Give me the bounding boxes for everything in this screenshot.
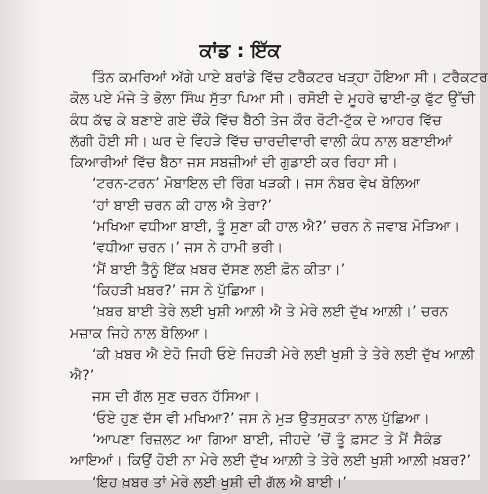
text-line: ਆਇਆਂ। ਕਿਉਂ ਹੋਈ ਨਾ ਮੇਰੇ ਲਈ ਦੁੱਖ ਆਲ਼ੀ ਤੇ ਤੇਰੇ ਲਈ ਖੁਸ਼ੀ ਆਲ਼ੀ ਖ਼ਬਰ?’ bbox=[70, 453, 471, 470]
text-line: ‘ਕਿਹੜੀ ਖ਼ਬਰ?’ ਜਸ ਨੇ ਪੁੱਛਿਆ। bbox=[92, 282, 266, 299]
text-line: ‘ਆਪਣਾ ਰਿਜ਼ਲਟ ਆ ਗਿਆ ਬਾਈ, ਜੀਹਦੇ ’ਚੋਂ ਤੂੰ ਫ਼ਸਟ ਤੇ ਮੈਂ ਸੈਕੰਡ bbox=[92, 432, 442, 449]
text-line: ‘ਓਏ ਹੁਣ ਦੱਸ ਵੀ ਮਖਿਆ?’ ਜਸ ਨੇ ਮੁੜ ਉਤਸੁਕਤਾ ਨਾਲ ਪੁੱਛਿਆ। bbox=[92, 410, 430, 427]
text-line: ‘ਮਖਿਆ ਵਧੀਆ ਬਾਈ, ਤੂੰ ਸੁਣਾ ਕੀ ਹਾਲ ਐ?’ ਚਰਨ ਨੇ ਜਵਾਬ ਮੋੜਿਆ। bbox=[92, 219, 461, 236]
text-line: ‘ਕੀ ਖ਼ਬਰ ਐ ਏਹੋ ਜਿਹੀ ਓਏ ਜਿਹੜੀ ਮੇਰੇ ਲਈ ਖੁਸ਼ੀ ਤੇ ਤੇਰੇ ਲਈ ਦੁੱਖ ਆਲ਼ੀ bbox=[92, 346, 475, 363]
text-line: ‘ਮੈਂ ਬਾਈ ਤੈਨੂੰ ਇੱਕ ਖ਼ਬਰ ਦੱਸਣ ਲਈ ਫ਼ੋਨ ਕੀਤਾ।’ bbox=[92, 261, 346, 278]
text-line: ਜਸ ਦੀ ਗੱਲ ਸੁਣ ਚਰਨ ਹੱਸਿਆ। bbox=[92, 389, 261, 406]
chapter-heading: ਕਾਂਡ : ਇੱਕ bbox=[199, 40, 281, 62]
text-line: ‘ਇਹ ਖ਼ਬਰ ਤਾਂ ਮੇਰੇ ਲਈ ਖੁਸ਼ੀ ਦੀ ਗੱਲ ਐ ਬਾਈ।’ bbox=[92, 474, 347, 491]
text-line: ਐ?’ bbox=[70, 368, 95, 385]
text-line: ਕਿਆਰੀਆਂ ਵਿੱਚ ਬੈਠਾ ਜਸ ਸਬਜ਼ੀਆਂ ਦੀ ਗੁਡਾਈ ਕਰ ਰਿਹਾ ਸੀ। bbox=[70, 155, 398, 172]
page-gutter-shadow bbox=[0, 0, 40, 480]
text-line: ਕੰਧ ਕੱਢ ਕੇ ਬਣਾਏ ਗਏ ਚੌਂਕੇ ਵਿੱਚ ਬੈਠੀ ਤੇਜ ਕੌਰ ਰੋਟੀ-ਟੁੱਕ ਦੇ ਆਹਰ ਵਿੱਚ bbox=[70, 112, 442, 129]
text-line: ਲੱਗੀ ਹੋਈ ਸੀ। ਘਰ ਦੇ ਵਿਹੜੇ ਵਿੱਚ ਚਾਰਦੀਵਾਰੀ ਵਾਲੀ ਕੰਧ ਨਾਲ ਬਣਾਈਆਂ bbox=[70, 133, 453, 150]
text-line: ਕੋਲ ਪਏ ਮੰਜੇ ਤੇ ਭੋਲਾ ਸਿੰਘ ਸੁੱਤਾ ਪਿਆ ਸੀ। ਰਸੋਈ ਦੇ ਮੂਹਰੇ ਢਾਈ-ਕੁ ਫੁੱਟ ਉੱਚੀ bbox=[70, 91, 476, 108]
body-text bbox=[70, 68, 488, 494]
text-line: ‘ਵਧੀਆ ਚਰਨ।’ ਜਸ ਨੇ ਹਾਮੀ ਭਰੀ। bbox=[92, 240, 284, 257]
text-line: ‘ਟਰਨ-ਟਰਨ’ ਮੋਬਾਇਲ ਦੀ ਰਿੰਗ ਖੜਕੀ। ਜਸ ਨੰਬਰ ਵੇਖ ਬੋਲਿਆ bbox=[92, 176, 421, 193]
text-line: ਮਜ਼ਾਕ ਜਿਹੇ ਨਾਲ ਬੋਲਿਆ। bbox=[70, 325, 209, 342]
text-line: ‘ਹਾਂ ਬਾਈ ਚਰਨ ਕੀ ਹਾਲ ਐ ਤੇਰਾ?’ bbox=[92, 197, 273, 214]
text-line: ‘ਖ਼ਬਰ ਬਾਈ ਤੇਰੇ ਲਈ ਖੁਸ਼ੀ ਆਲ਼ੀ ਐ ਤੇ ਮੇਰੇ ਲਈ ਦੁੱਖ ਆਲ਼ੀ।’ ਚਰਨ bbox=[92, 304, 449, 321]
text-line: ਤਿੰਨ ਕਮਰਿਆਂ ਅੱਗੇ ਪਾਏ ਬਰਾਂਡੇ ਵਿੱਚ ਟਰੈਕਟਰ ਖੜ੍ਹਾ ਹੋਇਆ ਸੀ। ਟਰੈਕਟਰ bbox=[92, 70, 488, 86]
